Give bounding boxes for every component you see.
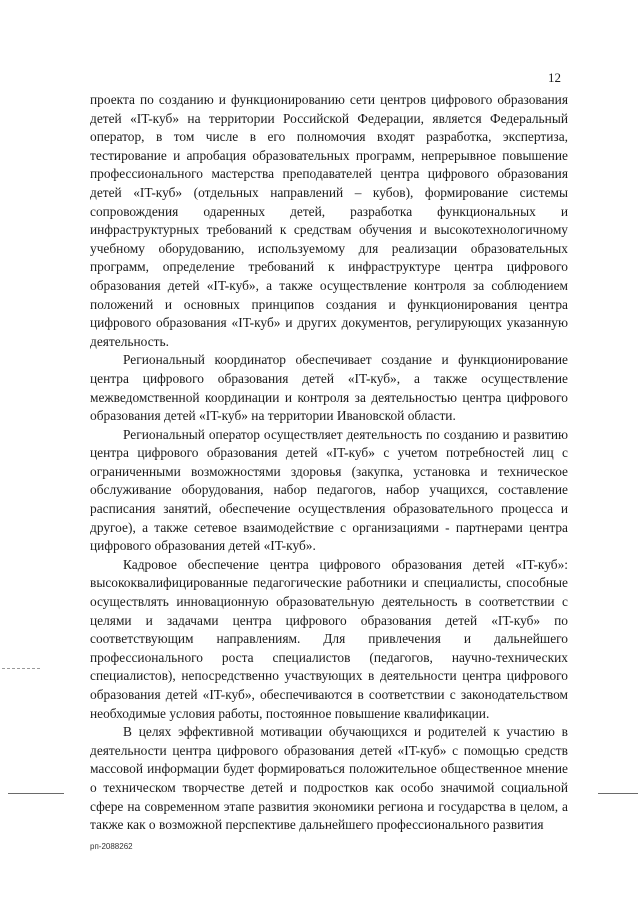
paragraph-staffing: Кадровое обеспечение центра цифрового образования детей «IT-куб»: высококвалифицированные педагогические работники и специалисты, способные осуществлять инновационную образовательную деятельность в соответствии с целями и задачами центра цифрового образования детей «IT-куб» по соответствующим направлениям. Для привлечения и дальнейшего профессионального роста специалистов (педагогов, научно-технических специалистов), непосредственно участвующих в деятельности центра цифрового образования детей «IT-куб», обеспечиваются в соответствии с законодательством необходимые условия работы, постоянное повышение квалификации. xyxy=(90,556,568,721)
paragraph-motivation: В целях эффективной мотивации обучающихся и родителей к участию в деятельности центра цифрового образования детей «IT-куб» с помощью средств массовой информации будет формироваться положительное общественное мнение о техническом творчестве детей и подростков как особо значимой социальной сфере на современном этапе развития экономики региона и государства в целом, а также как о возможной перспективе дальнейшего профессионального развития xyxy=(90,724,568,833)
paragraph-regional-operator: Региональный оператор осуществляет деятельность по созданию и развитию центра цифрового образования детей «IT-куб» с учетом потребностей лиц с ограниченными возможностями здоровья (закупка, установка и техническое обслуживание оборудования, набор педагогов, набор учащихся, составление расписания занятий, обеспечение осуществления образовательного процесса и другое), а также сетевое взаимодействие с организациями - партнерами центра цифрового образования детей «IT-куб». xyxy=(90,426,568,554)
page-number: 12 xyxy=(548,70,561,85)
scan-artifact-line xyxy=(598,793,638,794)
document-body xyxy=(90,91,568,835)
scan-artifact-line xyxy=(8,793,64,794)
document-code: рп-2088262 xyxy=(90,842,133,851)
paragraph-federal-operator: проекта по созданию и функционированию сети центров цифрового образования детей «IT-куб» на территории Российской Федерации, является Федеральный оператор, в том числе в его полномочия входят разработка, экспертиза, тестирование и апробация образовательных программ, непрерывное повышение профессионального мастерства преподавателей центра цифрового образования детей «IT-куб» (отдельных направлений – кубов), формирование системы сопровождения одаренных детей, разработка функциональных и инфраструктурных требований к средствам обучения и высокотехнологичному учебному оборудованию, используемому для реализации образовательных программ, определение требований к инфраструктуре центра цифрового образования детей «IT-куб», а также осуществление контроля за соблюдением положений и основных принципов создания и функционирования центра цифрового образования «IT-куб» и других документов, регулирующих указанную деятельность. xyxy=(90,92,568,349)
paragraph-regional-coordinator: Региональный координатор обеспечивает создание и функционирование центра цифрового образования детей «IT-куб», а также осуществление межведомственной координации и контроля за деятельностью центра цифрового образования детей «IT-куб» на территории Ивановской области. xyxy=(90,352,568,424)
scan-artifact-line xyxy=(2,668,40,669)
